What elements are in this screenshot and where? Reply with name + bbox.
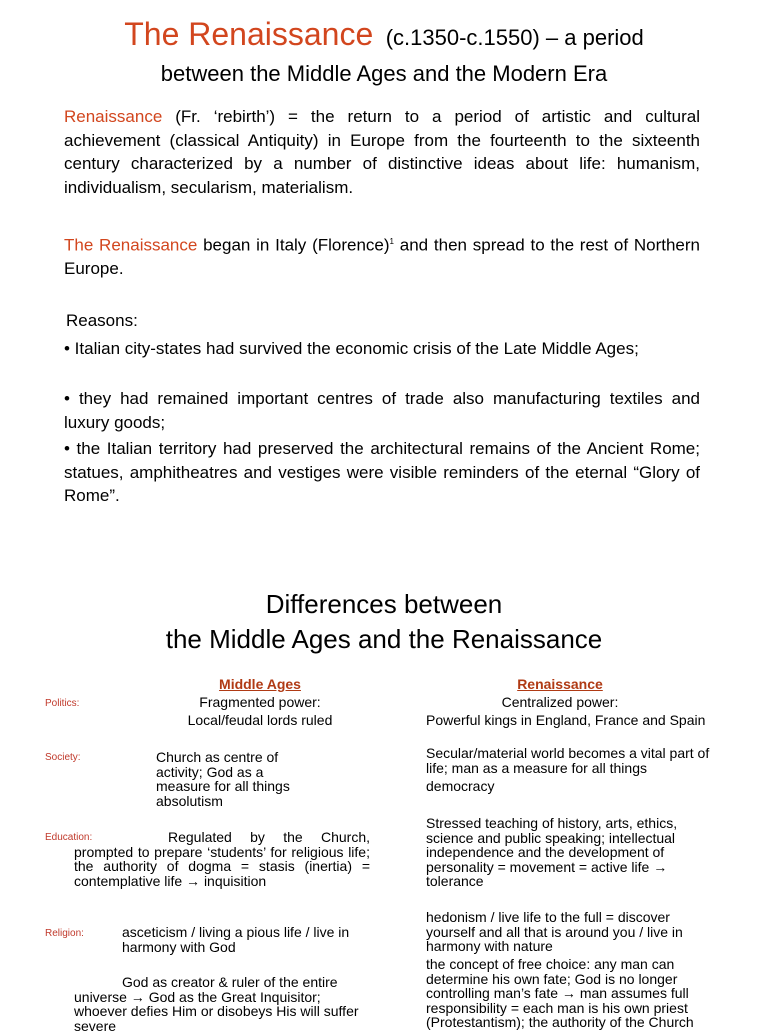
reason-item: • Italian city-states had survived the economic crisis of the Late Middle Ages; [64,339,639,358]
origin-paragraph [64,230,700,281]
middle-politics-2: Local/feudal lords ruled [187,712,333,728]
row-label-society: Society: [45,752,81,763]
renaissance-society-1: Secular/material world becomes a vital part of life; man as a measure for all things [426,745,710,776]
column-header-renaissance: Renaissance [517,676,603,692]
middle-education: Regulated by the Church, prompted to prepare ‘students’ for religious life; the authority of dogma = stasis (inertia) = contemplative life → inquisition [74,829,370,889]
title-rest: (c.1350-c.1550) – a period [385,25,644,50]
renaissance-religion-2: the concept of free choice: any man can determine his own fate; God is no longer controlling man’s fate → man assumes full responsibility = each man is his own priest (Protestantism); the authority of the Church [426,956,694,1030]
title-main: The Renaissance [124,16,374,52]
row-label-politics: Politics: [45,698,80,709]
row-label-religion: Religion: [45,928,84,939]
renaissance-religion-1: hedonism / live life to the full = discover yourself and all that is around you / live in harmony with nature [426,909,683,954]
slide-2-title-line-2: the Middle Ages and the Renaissance [165,624,603,654]
middle-religion-2: God as creator & ruler of the entire universe → God as the Great Inquisitor; whoever defies Him or disobeys His will suffer severe [74,974,359,1034]
renaissance-politics-2: Powerful kings in England, France and Spain [426,712,706,728]
row-label-education: Education: [45,832,93,843]
definition-text: (Fr. ‘rebirth’) = the return to a period of artistic and cultural achievement (classical Antiquity) in Europe from the fourteenth to the sixteenth century characterized by a number of distinctive ideas about life: humanism, individualism, secularism, materialism. [64,107,700,197]
column-header-middle-ages: Middle Ages [219,676,301,692]
middle-society: Church as centre of activity; God as a measure for all things absolutism [156,749,290,809]
slide-1-subtitle: between the Middle Ages and the Modern Era [160,61,608,86]
reason-item: • they had remained important centres of trade also manufacturing textiles and luxury goods; [64,389,700,432]
slide-1-title [0,16,768,53]
renaissance-society-2: democracy [426,778,495,794]
definition-term: Renaissance [64,107,163,126]
middle-religion-1: asceticism / living a pious life / live in harmony with God [122,924,350,955]
definition-paragraph [64,105,700,199]
middle-politics-1: Fragmented power: [199,694,321,710]
reason-item: • the Italian territory had preserved the architectural remains of the Ancient Rome; statues, amphitheatres and vestiges were visible reminders of the eternal “Glory of Rome”. [64,439,700,505]
renaissance-education: Stressed teaching of history, arts, ethics, science and public speaking; intellectual independence and the development of personality = movement = active life → tolerance [426,815,678,889]
footnote-marker: 1 [389,237,394,246]
renaissance-politics-1: Centralized power: [501,694,619,710]
reasons-heading: Reasons: [66,311,138,330]
slide-2-title-line-1: Differences between [265,589,503,619]
origin-text-b: and then spread to the rest of Northern Europe. [64,235,700,279]
origin-text-a: began in Italy (Florence) [197,235,390,255]
origin-term: The Renaissance [64,235,198,255]
